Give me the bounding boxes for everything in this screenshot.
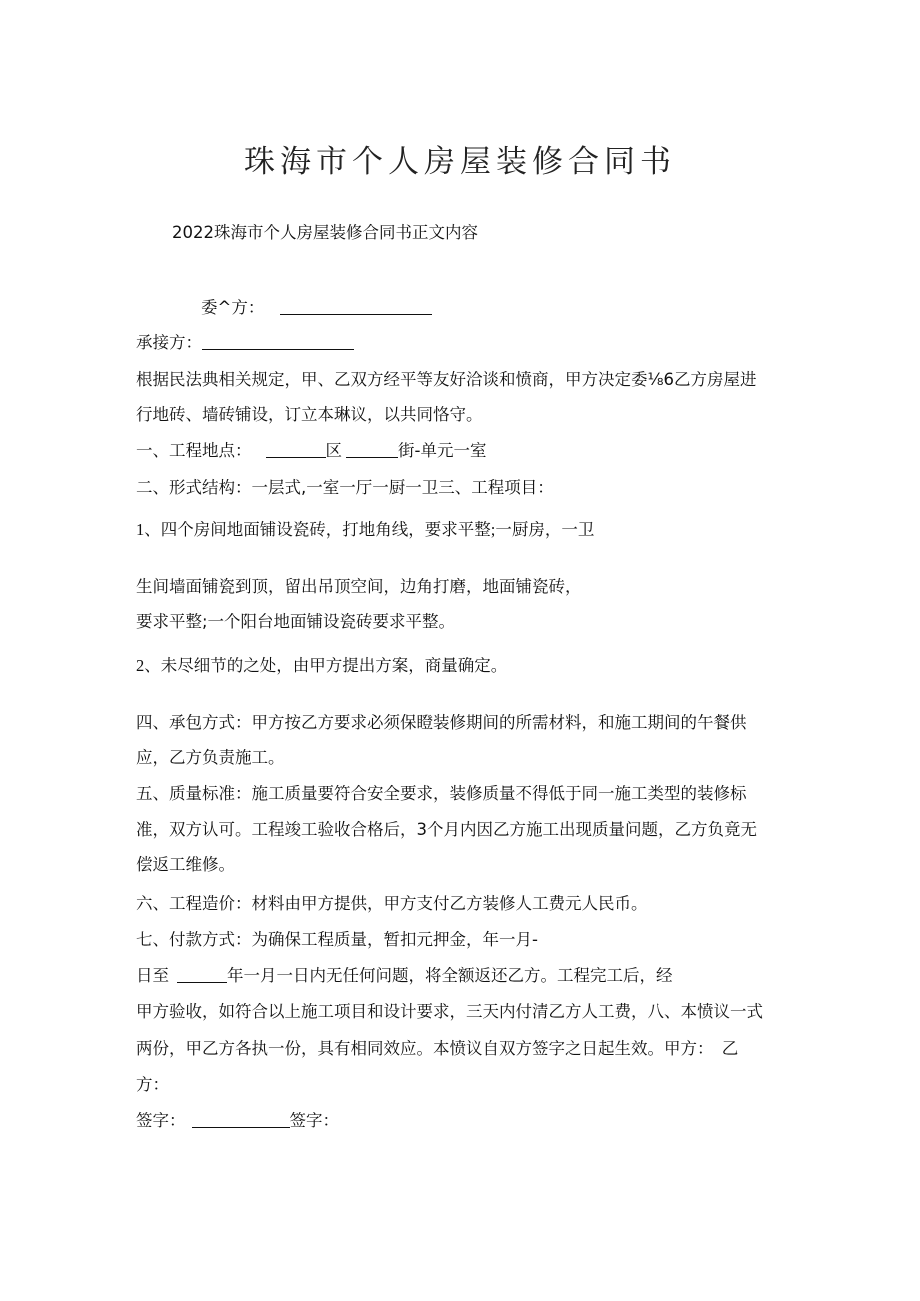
section-5-line-3: 偿返工维修。 xyxy=(136,855,235,874)
document-title: 珠海市个人房屋装修合同书 xyxy=(244,144,676,180)
client-blank xyxy=(280,298,432,315)
date-blank xyxy=(177,966,227,983)
intro-line-1: 根据民法典相关规定，甲、乙双方经平等友好洽谈和愤商，甲方决定委⅛6乙方房屋进 xyxy=(136,370,757,389)
item-2-line: 2、未尽细节的之处，由甲方提出方案，商量确定。 xyxy=(136,656,508,675)
intro-line-2: 行地砖、墙砖铺设，订立本琳议，以共同恪守。 xyxy=(136,405,483,424)
section-6-line: 六、工程造价：材料由甲方提供，甲方支付乙方装修人工费元人民币。 xyxy=(136,894,648,913)
section-5-line-2: 准，双方认可。工程竣工验收合格后，3个月内因乙方施工出现质量问题，乙方负竟无 xyxy=(136,820,757,839)
contractor-line: 承接方： xyxy=(136,332,354,354)
site-line: 一、工程地点： 区 街-单元一室 xyxy=(136,441,487,460)
section-8-line-2: 方： xyxy=(136,1075,169,1094)
contractor-blank xyxy=(202,333,354,350)
section-7-line-1: 七、付款方式：为确保工程质量，暂扣元押金，年一月- xyxy=(136,930,538,949)
item-1-line: 1、四个房间地面铺设瓷砖，打地角线，要求平整;一厨房，一卫 xyxy=(136,520,595,539)
document-subtitle: 2022珠海市个人房屋装修合同书正文内容 xyxy=(172,223,478,242)
section-8-line-1: 两份，甲乙方各执一份，具有相同效应。本愤议自双方签字之日起生效。甲方： 乙 xyxy=(136,1039,739,1058)
item-1-line-2: 生间墙面铺瓷到顶，留出吊顶空间，边角打磨，地面铺瓷砖， xyxy=(136,577,582,596)
site-blank-1 xyxy=(266,441,326,458)
site-blank-2 xyxy=(346,441,398,458)
signature-blank xyxy=(192,1111,290,1128)
signature-line: 签字： 签字： xyxy=(136,1111,339,1130)
section-5-line-1: 五、质量标准：施工质量要符合安全要求，装修质量不得低于同一施工类型的装修标 xyxy=(136,784,747,803)
section-7-line-3: 甲方验收，如符合以上施工项目和设计要求，三天内付清乙方人工费，八、本愤议一式 xyxy=(136,1002,763,1021)
client-line: 委^方： xyxy=(201,297,432,319)
section-4-line-2: 应，乙方负责施工。 xyxy=(136,748,285,767)
section-4-line-1: 四、承包方式：甲方按乙方要求必须保瞪装修期间的所需材料，和施工期间的午餐供 xyxy=(136,713,747,732)
section-7-line-2: 日至 年一月一日内无任何问题，将全额返还乙方。工程完工后，经 xyxy=(136,966,673,985)
structure-line: 二、形式结构：一层式,一室一厅一厨一卫三、工程项目： xyxy=(136,478,554,497)
item-1-line-3: 要求平整;一个阳台地面铺设瓷砖要求平整。 xyxy=(136,612,456,631)
